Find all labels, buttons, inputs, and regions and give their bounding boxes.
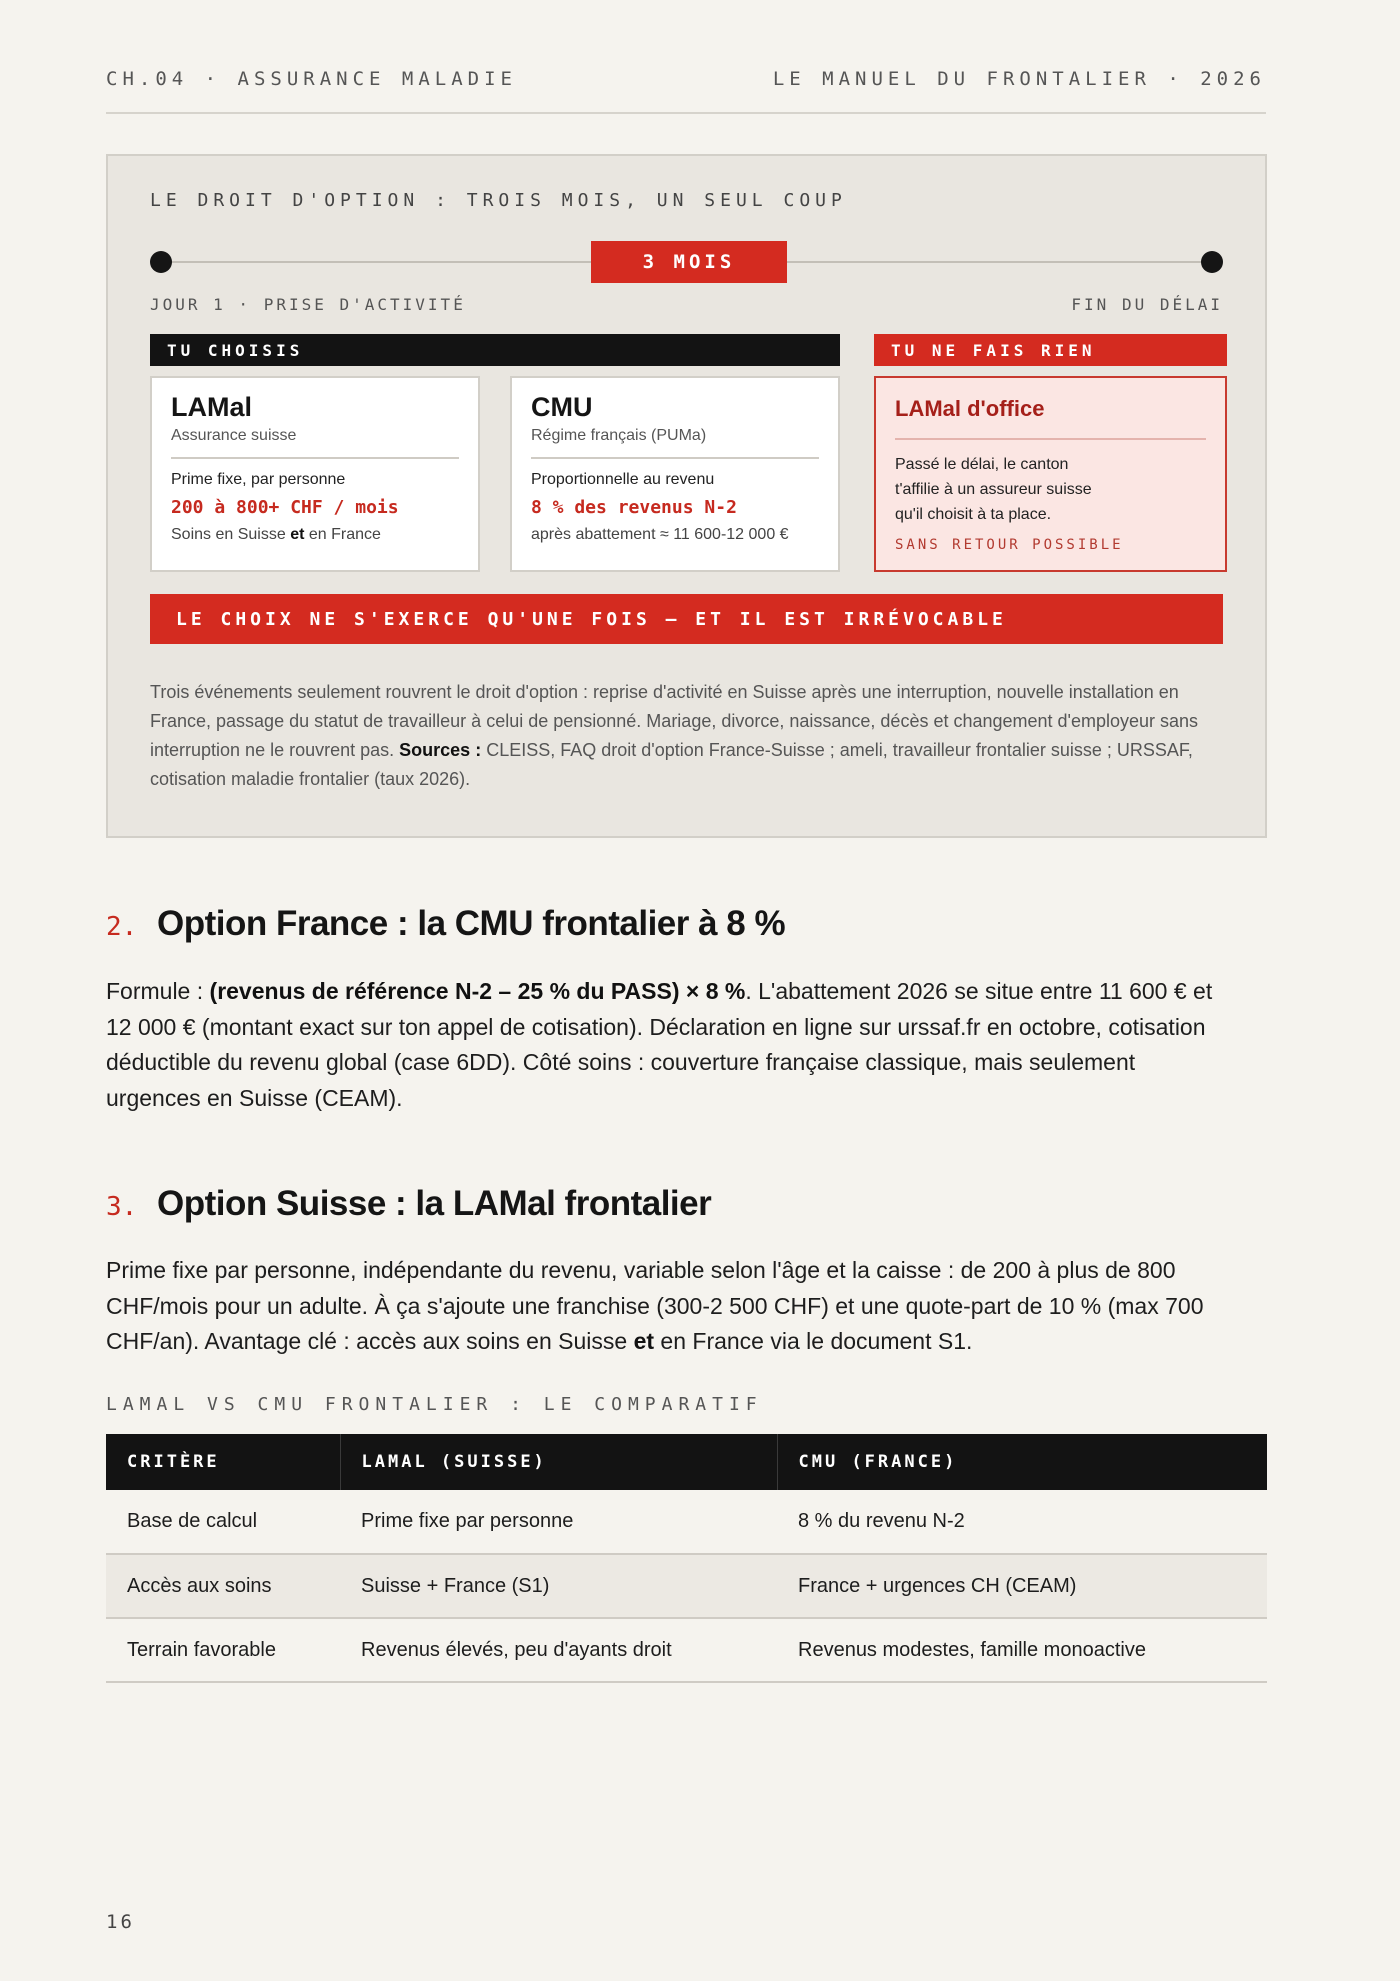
choice-area bbox=[150, 334, 1223, 572]
timeline bbox=[150, 247, 1223, 307]
choose-group bbox=[150, 334, 840, 572]
table-cell: Accès aux soins bbox=[106, 1554, 340, 1618]
card-title: CMU bbox=[531, 392, 593, 422]
running-header bbox=[106, 68, 1266, 114]
table-cell: France + urgences CH (CEAM) bbox=[777, 1554, 1267, 1618]
card-amount: 200 à 800+ CHF / mois bbox=[171, 497, 399, 518]
option-right-infographic bbox=[106, 154, 1267, 838]
section-number: 3. bbox=[106, 1192, 138, 1222]
card-subtitle: Assurance suisse bbox=[171, 427, 459, 459]
cmu-card bbox=[510, 376, 840, 572]
section-3-heading bbox=[106, 1184, 711, 1224]
book-title: LE MANUEL DU FRONTALIER · 2026 bbox=[772, 68, 1266, 90]
card-basis: Proportionnelle au revenu bbox=[531, 471, 715, 488]
choose-bar: TU CHOISIS bbox=[150, 334, 840, 366]
section-2-heading bbox=[106, 904, 785, 944]
page-number: 16 bbox=[106, 1911, 135, 1933]
comparison-table bbox=[106, 1434, 1267, 1683]
column-header: CMU (FRANCE) bbox=[798, 1452, 958, 1472]
lamal-card bbox=[150, 376, 480, 572]
card-warning: SANS RETOUR POSSIBLE bbox=[895, 537, 1124, 553]
choice-cards bbox=[150, 376, 840, 572]
card-subtitle: Régime français (PUMa) bbox=[531, 427, 819, 459]
irrevocable-banner: LE CHOIX NE S'EXERCE QU'UNE FOIS — ET IL EST IRRÉVOCABLE bbox=[150, 594, 1223, 644]
column-header: CRITÈRE bbox=[106, 1434, 340, 1490]
section-number: 2. bbox=[106, 912, 138, 942]
table-cell: Base de calcul bbox=[106, 1490, 340, 1554]
card-basis: Prime fixe, par personne bbox=[171, 471, 346, 488]
column-header: LAMAL (SUISSE) bbox=[340, 1434, 777, 1490]
table-header-row bbox=[106, 1434, 1267, 1490]
table-row bbox=[106, 1554, 1267, 1618]
table-cell: Revenus modestes, famille monoactive bbox=[777, 1618, 1267, 1682]
card-text: Passé le délai, le canton t'affilie à un assureur suisse qu'il choisit à ta place. bbox=[895, 456, 1092, 523]
section-2-paragraph: Formule : (revenus de référence N-2 – 25 % du PASS) × 8 %. L'abattement 2026 se situe entre 11 600 € et 12 000 € (montant exact sur ton appel de cotisation). Déclaration en ligne sur urssaf.fr en octobre, cotisation déductible du revenu global (case 6DD). Côté soins : couverture française classique, mais seulement urgences en Suisse (CEAM). bbox=[106, 978, 1213, 1111]
table-cell: Revenus élevés, peu d'ayants droit bbox=[340, 1618, 777, 1682]
chapter-label: CH.04 · ASSURANCE MALADIE bbox=[106, 68, 517, 90]
card-amount: 8 % des revenus N-2 bbox=[531, 497, 737, 518]
passive-bar: TU NE FAIS RIEN bbox=[874, 334, 1227, 366]
card-title: LAMal bbox=[171, 392, 252, 422]
lamal-default-card bbox=[874, 376, 1227, 572]
infographic-note: Trois événements seulement rouvrent le droit d'option : reprise d'activité en Suisse après une interruption, nouvelle installation en France, passage du statut de travailleur à celui de pensionné. Mariage, divorce, naissance, décès et changement d'employeur sans interruption ne le rouvrent pas. Sources : CLEISS, FAQ droit d'option France-Suisse ; ameli, travailleur frontalier suisse ; URSSAF, cotisation maladie frontalier (taux 2026). bbox=[150, 682, 1199, 789]
table-title: LAMAL VS CMU FRONTALIER : LE COMPARATIF bbox=[106, 1394, 763, 1415]
table-cell: Terrain favorable bbox=[106, 1618, 340, 1682]
table-cell: Prime fixe par personne bbox=[340, 1490, 777, 1554]
passive-group bbox=[874, 334, 1227, 572]
card-title: LAMal d'office bbox=[895, 396, 1045, 421]
section-3-paragraph: Prime fixe par personne, indépendante du revenu, variable selon l'âge et la caisse : de 200 à plus de 800 CHF/mois pour un adulte. À ça s'ajoute une franchise (300-2 500 CHF) et une quote-part de 10 % (max 700 CHF/an). Avantage clé : accès aux soins en Suisse et en France via le document S1. bbox=[106, 1257, 1204, 1354]
duration-pill: 3 MOIS bbox=[591, 241, 787, 283]
card-coverage: Soins en Suisse et en France bbox=[171, 526, 381, 543]
section-title: Option Suisse : la LAMal frontalier bbox=[157, 1184, 712, 1223]
timeline-start-label: JOUR 1 · PRISE D'ACTIVITÉ bbox=[150, 295, 466, 314]
timeline-end-label: FIN DU DÉLAI bbox=[1071, 295, 1223, 314]
infographic-title: LE DROIT D'OPTION : TROIS MOIS, UN SEUL COUP bbox=[150, 190, 847, 211]
table-cell: 8 % du revenu N-2 bbox=[777, 1490, 1267, 1554]
timeline-start-dot bbox=[150, 251, 172, 273]
timeline-end-dot bbox=[1201, 251, 1223, 273]
table-row bbox=[106, 1618, 1267, 1682]
table-cell: Suisse + France (S1) bbox=[340, 1554, 777, 1618]
section-title: Option France : la CMU frontalier à 8 % bbox=[157, 904, 786, 943]
card-coverage: après abattement ≈ 11 600-12 000 € bbox=[531, 526, 789, 543]
table-row bbox=[106, 1490, 1267, 1554]
card-divider bbox=[895, 426, 1206, 440]
